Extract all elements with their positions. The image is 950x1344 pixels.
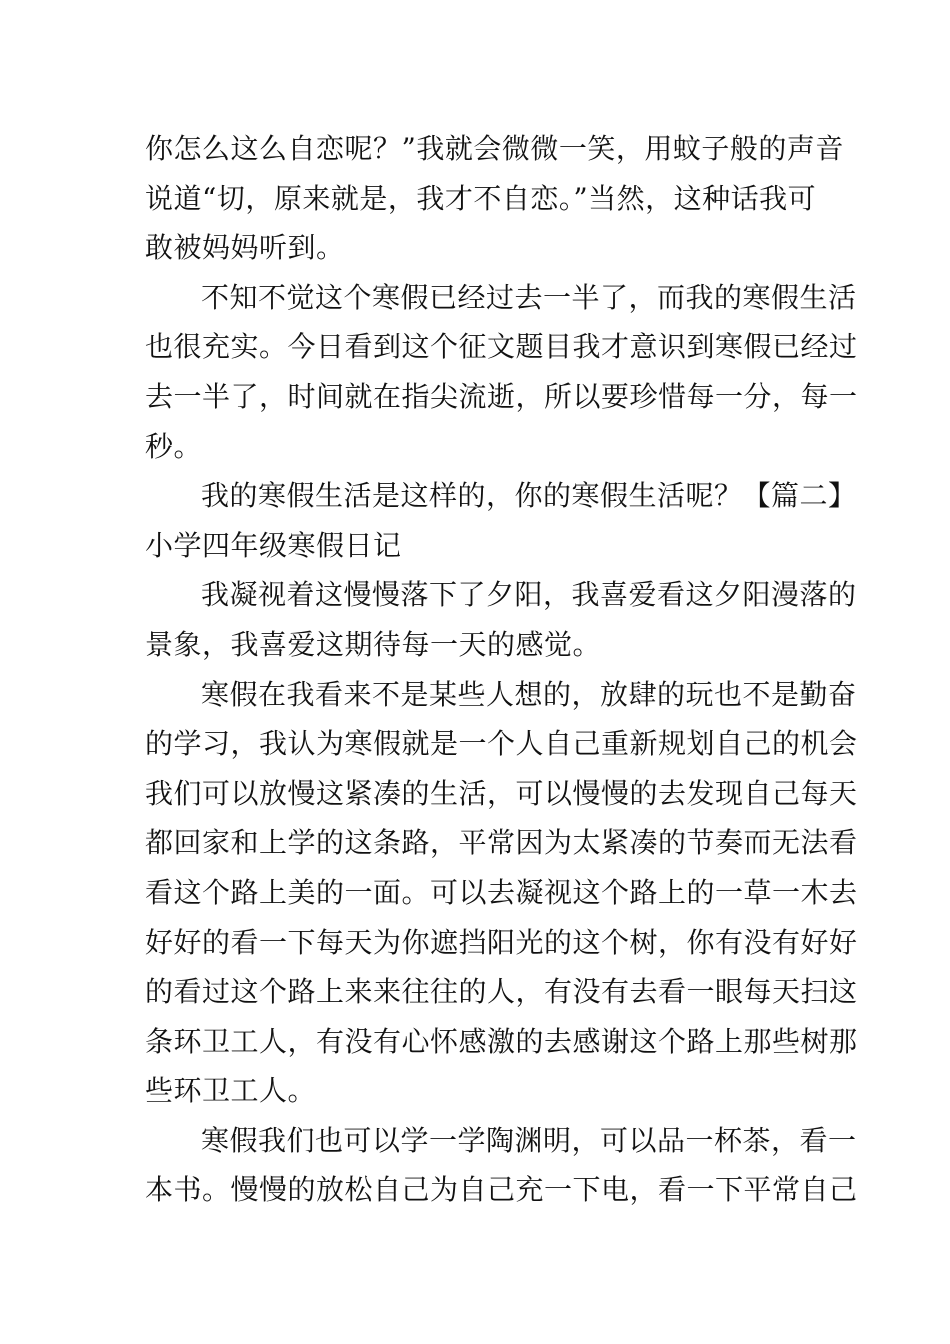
paragraph-start-line: 寒假我们也可以学一学陶渊明，可以品一杯茶，看一: [201, 1123, 857, 1157]
text-line: 都回家和上学的这条路，平常因为太紧凑的节奏而无法看: [145, 826, 858, 860]
text-line: 我们可以放慢这紧凑的生活，可以慢慢的去发现自己每天: [145, 776, 858, 810]
paragraph-start-line: 寒假在我看来不是某些人想的，放肆的玩也不是勤奋: [201, 677, 857, 711]
text-line: 敢被妈妈听到。: [145, 231, 345, 265]
text-line: 你怎么这么自恋呢？”我就会微微一笑，用蚊子般的声音: [145, 132, 844, 165]
text-line: 条环卫工人，有没有心怀感激的去感谢这个路上那些树那: [145, 1024, 858, 1058]
paragraph-start-line: 我的寒假生活是这样的，你的寒假生活呢？【篇二】: [201, 479, 857, 513]
section-title: 小学四年级寒假日记: [145, 528, 402, 562]
text-line: 好好的看一下每天为你遮挡阳光的这个树，你有没有好好: [145, 925, 858, 959]
text-line: 说道“切，原来就是，我才不自恋。”当然，这种话我可: [145, 181, 817, 215]
text-line: 去一半了，时间就在指尖流逝，所以要珍惜每一分，每一: [145, 379, 858, 413]
paragraph-start-line: 我凝视着这慢慢落下了夕阳，我喜爱看这夕阳漫落的: [201, 578, 857, 612]
text-line: 景象，我喜爱这期待每一天的感觉。: [145, 627, 602, 661]
text-line: 些环卫工人。: [145, 1074, 317, 1108]
text-line: 本书。慢慢的放松自己为自己充一下电，看一下平常自己: [145, 1173, 858, 1207]
body-text: [145, 124, 858, 1215]
text-line: 的看过这个路上来来往往的人，有没有去看一眼每天扫这: [145, 975, 858, 1009]
text-line: 的学习，我认为寒假就是一个人自己重新规划自己的机会: [145, 727, 858, 761]
text-line: 也很充实。今日看到这个征文题目我才意识到寒假已经过: [145, 330, 858, 364]
paragraph-start-line: 不知不觉这个寒假已经过去一半了，而我的寒假生活: [201, 280, 857, 314]
text-line: 看这个路上美的一面。可以去凝视这个路上的一草一木去: [145, 875, 858, 909]
text-line: 秒。: [145, 429, 203, 463]
